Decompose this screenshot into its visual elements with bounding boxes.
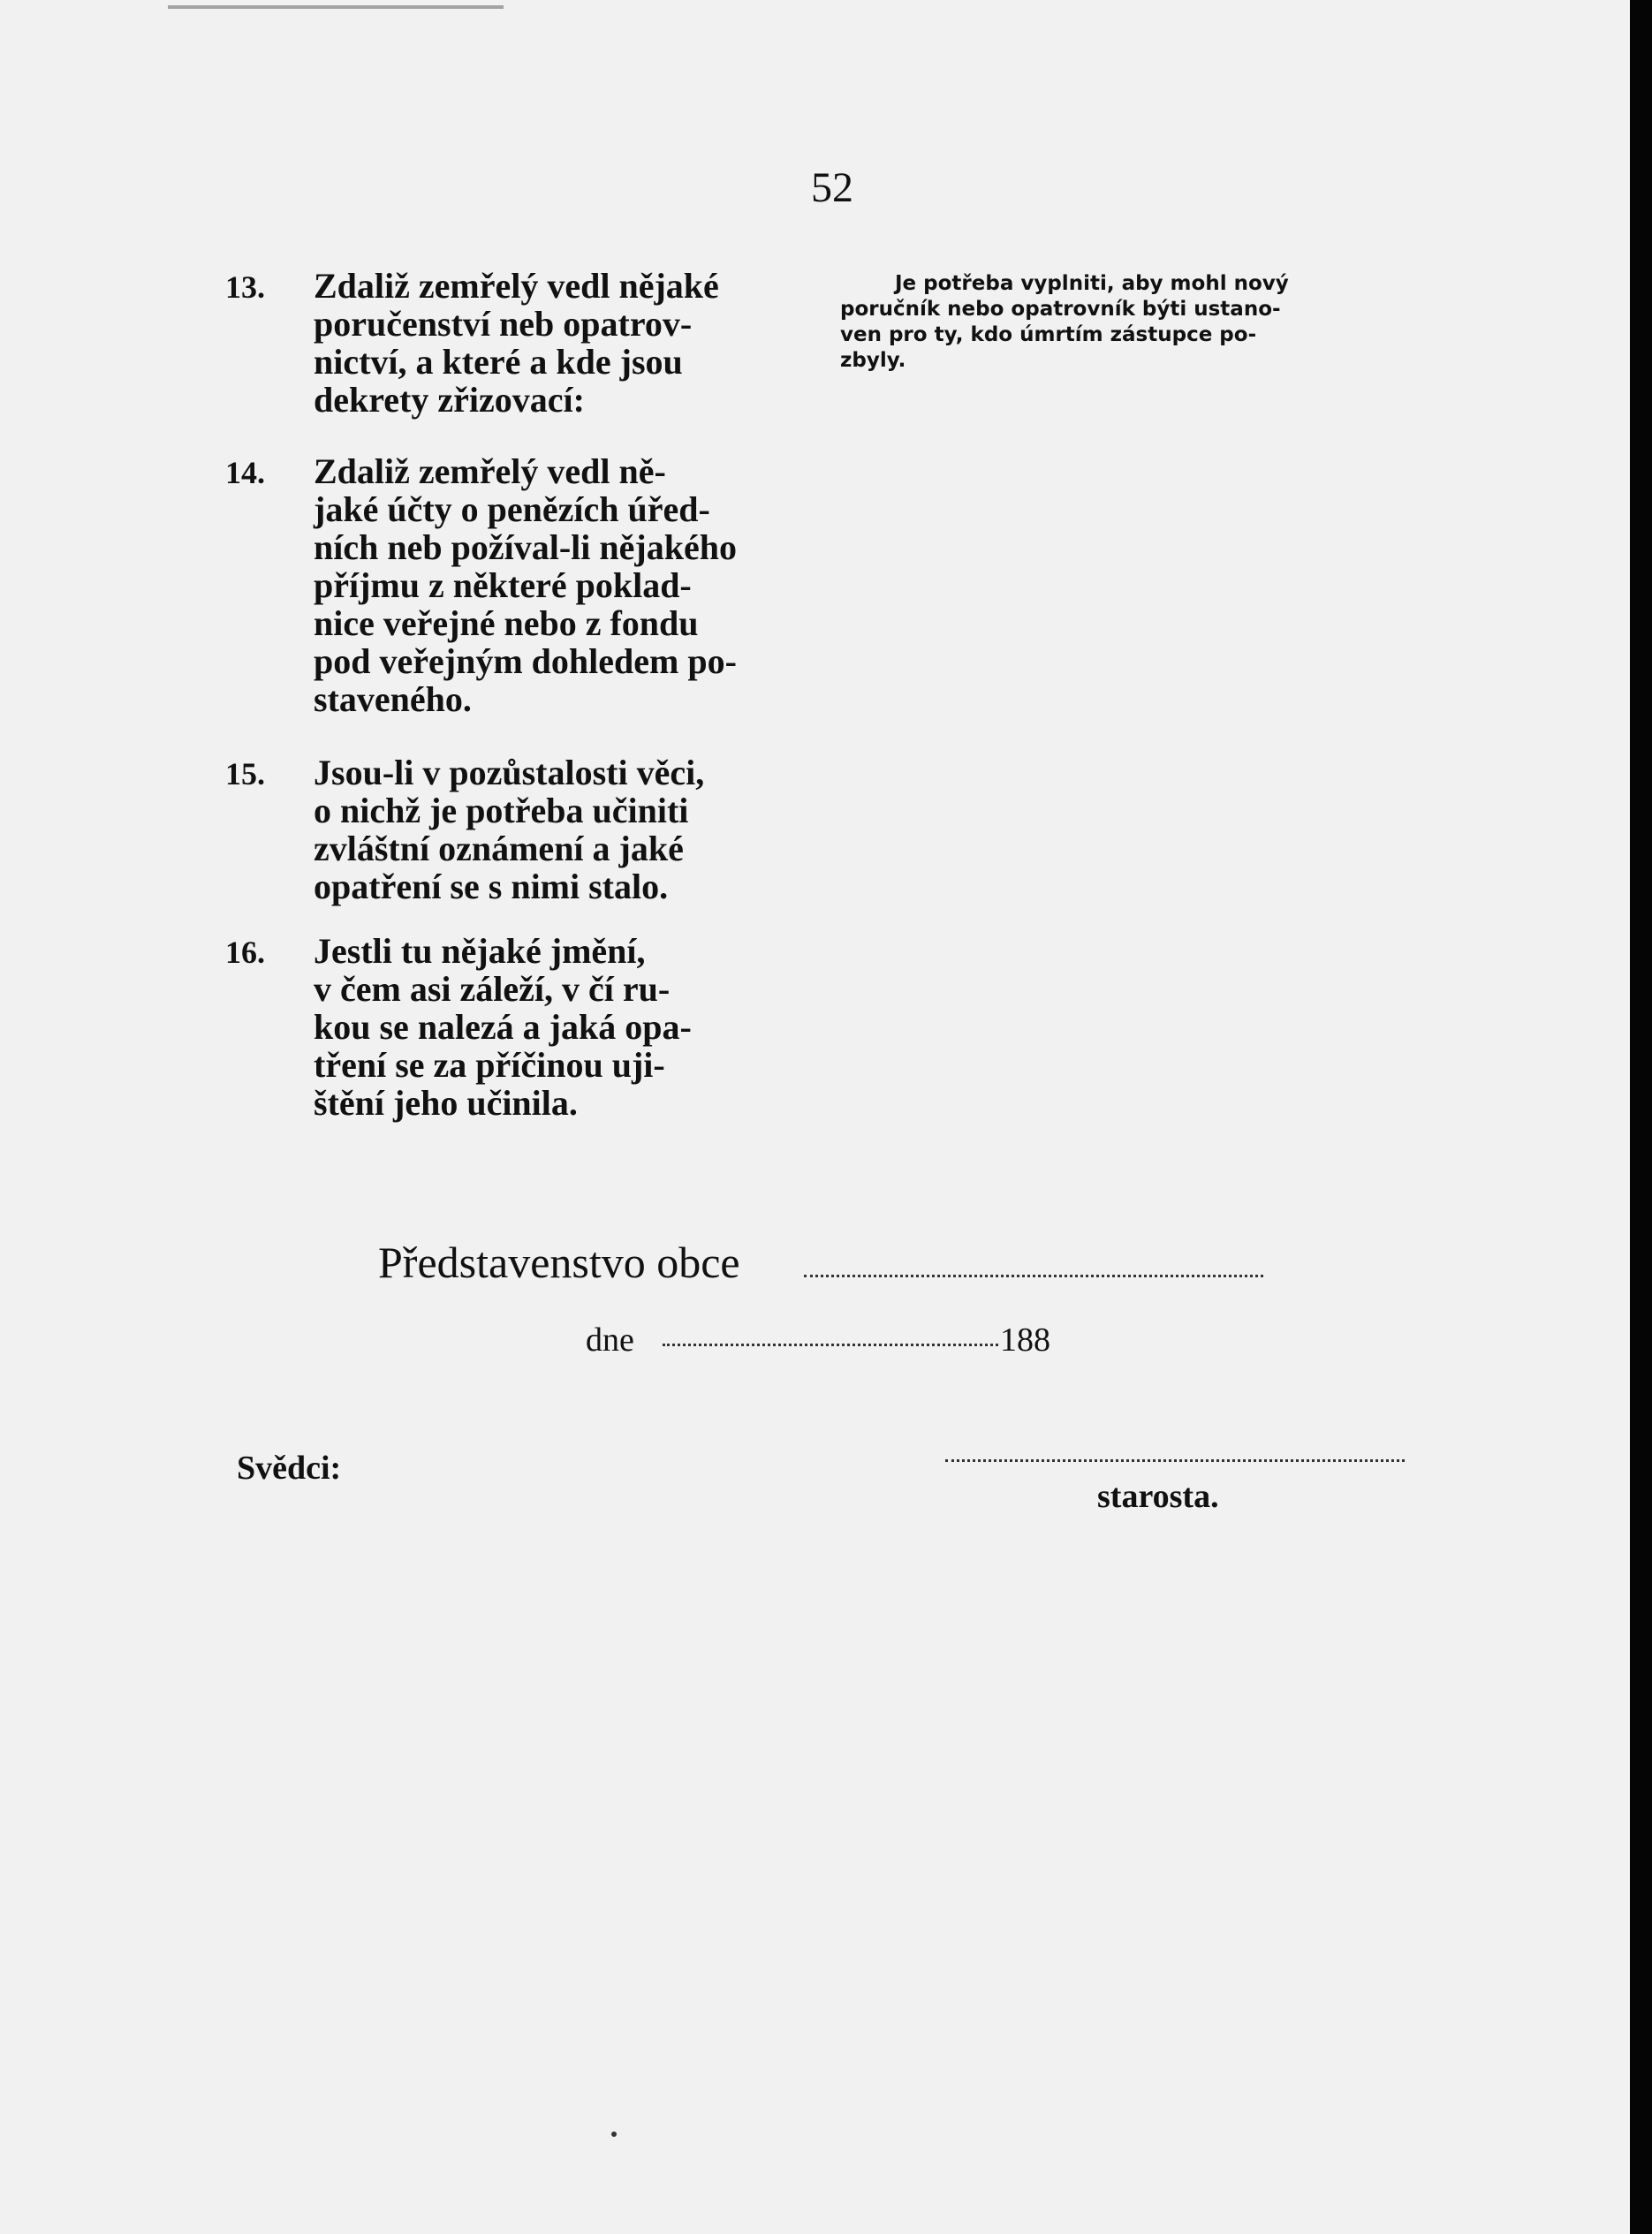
text-line: dekrety zřizovací: bbox=[314, 380, 585, 420]
note-line: zbyly. bbox=[840, 349, 906, 372]
text-line: zvláštní oznámení a jaké bbox=[314, 829, 684, 868]
text-line: tření se za příčinou uji- bbox=[314, 1045, 665, 1085]
text-line: ních neb požíval-li nějakého bbox=[314, 527, 737, 567]
question-text bbox=[314, 452, 1020, 718]
text-line: Zdaliž zemřelý vedl nějaké bbox=[314, 266, 719, 306]
text-line: příjmu z některé poklad- bbox=[314, 565, 692, 605]
note-line: ven pro ty, kdo úmrtím zástupce po- bbox=[840, 323, 1257, 346]
text-line: v čem asi záleží, v čí ru- bbox=[314, 969, 671, 1009]
text-line: poručenství neb opatrov- bbox=[314, 304, 693, 344]
note-line: poručník nebo opatrovník býti ustano- bbox=[840, 298, 1281, 321]
question-text bbox=[314, 754, 1020, 905]
text-line: Jestli tu nějaké jmění, bbox=[314, 931, 646, 971]
page-number: 52 bbox=[811, 164, 853, 211]
question-number: 13. bbox=[225, 269, 265, 305]
date-fill-line bbox=[663, 1344, 998, 1346]
text-line: kou se nalezá a jaká opa- bbox=[314, 1007, 692, 1047]
question-text bbox=[314, 932, 1020, 1122]
scan-edge bbox=[1630, 0, 1652, 2234]
date-label: dne bbox=[586, 1321, 634, 1359]
ink-speck bbox=[611, 2132, 617, 2137]
year-prefix: 188 bbox=[1000, 1321, 1050, 1359]
text-line: jaké účty o penězích úřed- bbox=[314, 489, 710, 529]
text-line: staveného. bbox=[314, 679, 472, 719]
text-line: o nichž je potřeba učiniti bbox=[314, 791, 689, 830]
text-line: pod veřejným dohledem po- bbox=[314, 641, 737, 681]
text-line: nice veřejné nebo z fondu bbox=[314, 603, 699, 643]
municipality-fill-line bbox=[804, 1275, 1263, 1277]
question-number: 16. bbox=[225, 935, 265, 970]
text-line: štění jeho učinila. bbox=[314, 1083, 578, 1123]
top-edge-mark bbox=[168, 5, 504, 9]
text-line: Jsou-li v pozůstalosti věci, bbox=[314, 753, 705, 792]
municipal-board-label: Představenstvo obce bbox=[378, 1238, 740, 1287]
text-line: nictví, a které a kde jsou bbox=[314, 342, 683, 382]
witnesses-label: Svědci: bbox=[237, 1450, 342, 1487]
side-note bbox=[840, 271, 1406, 374]
mayor-signature-line bbox=[945, 1459, 1405, 1462]
mayor-label: starosta. bbox=[1097, 1478, 1219, 1515]
text-line: opatření se s nimi stalo. bbox=[314, 867, 669, 906]
question-number: 15. bbox=[225, 756, 265, 791]
text-line: Zdaliž zemřelý vedl ně- bbox=[314, 451, 666, 491]
note-line: Je potřeba vyplniti, aby mohl nový bbox=[895, 272, 1289, 295]
question-number: 14. bbox=[225, 455, 265, 490]
